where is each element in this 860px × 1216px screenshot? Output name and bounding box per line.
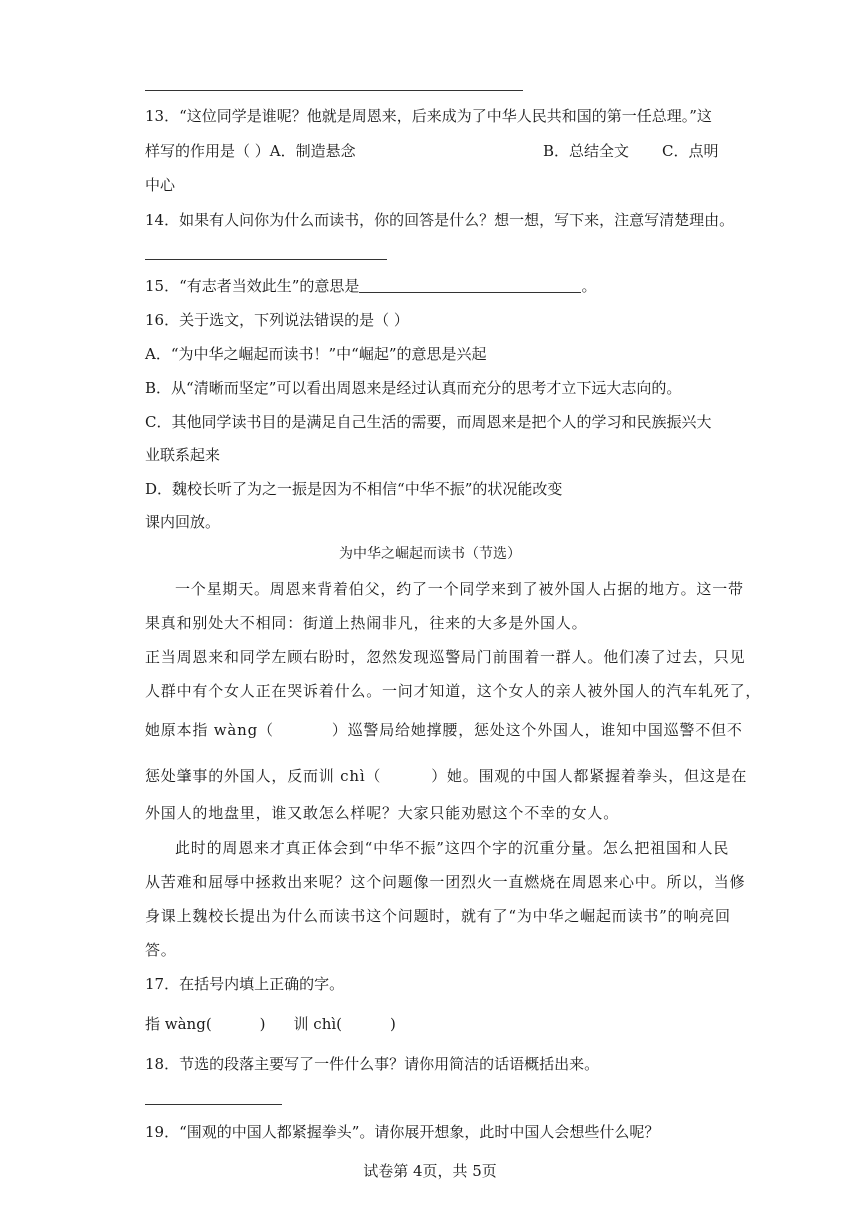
q18-answer-line[interactable] xyxy=(145,1104,282,1105)
section-intro: 课内回放。 xyxy=(145,513,221,531)
q17-item1-a: 指 wàng( xyxy=(145,1015,212,1033)
q13-option-c: C．点明 xyxy=(662,142,719,160)
q15-prefix: 15．“有志者当效此生”的意思是 xyxy=(145,277,360,295)
q16-option-b: B．从“清晰而坚定”可以看出周恩来是经过认真而充分的思考才立下远大志向的。 xyxy=(145,379,682,397)
passage-p2-line1: 正当周恩来和同学左顾右盼时，忽然发现巡警局门前围着一群人。他们凑了过去，只见 xyxy=(145,648,746,666)
q17-item2-a: 训 chì( xyxy=(293,1015,343,1033)
q16-option-d: D．魏校长听了为之一振是因为不相信“中华不振”的状况能改变 xyxy=(145,480,563,498)
passage-p2-line4-a: 惩处肇事的外国人，反而训 chì（ xyxy=(145,767,382,785)
passage-p2-line2: 人群中有个女人正在哭诉着什么。一问才知道，这个女人的亲人被外国人的汽车轧死了， xyxy=(145,682,762,700)
q19-question: 19．“围观的中国人都紧握拳头”。请你展开想象，此时中国人会想些什么呢？ xyxy=(145,1123,660,1141)
q13-line1: 13．“这位同学是谁呢？他就是周恩来，后来成为了中华人民共和国的第一任总理。”这 xyxy=(145,107,712,125)
passage-p2-line5: 外国人的地盘里，谁又敢怎么样呢？大家只能劝慰这个不幸的女人。 xyxy=(145,804,620,822)
q18-question: 18．节选的段落主要写了一件什么事？请你用简洁的话语概括出来。 xyxy=(145,1055,600,1073)
answer-line-top[interactable] xyxy=(145,90,523,91)
q17-stem: 17．在括号内填上正确的字。 xyxy=(145,975,345,993)
passage-p3-line4: 答。 xyxy=(145,941,177,959)
q15-question xyxy=(145,276,596,296)
passage-p3-line3: 身课上魏校长提出为什么而读书这个问题时，就有了“为中华之崛起而读书”的响亮回 xyxy=(145,907,731,925)
passage-p2-line3-b: ）巡警局给她撑腰，惩处这个外国人，谁知中国巡警不但不 xyxy=(331,721,743,739)
q15-answer-blank[interactable] xyxy=(359,278,581,293)
passage-p2-line4-b: ）她。围观的中国人都紧握着拳头，但这是在 xyxy=(431,767,748,785)
passage-p1-line2: 果真和别处大不相同：街道上热闹非凡，往来的大多是外国人。 xyxy=(145,614,588,632)
q13-option-b: B．总结全文 xyxy=(543,142,630,160)
q16-stem: 16．关于选文，下列说法错误的是（ ） xyxy=(145,311,409,329)
q16-option-c-line2: 业联系起来 xyxy=(145,446,221,464)
passage-p3-line1: 此时的周恩来才真正体会到“中华不振”这四个字的沉重分量。怎么把祖国和人民 xyxy=(175,839,730,857)
q17-item1-b: ) xyxy=(259,1015,266,1033)
q17-items xyxy=(145,1014,396,1034)
passage-p2-line4 xyxy=(145,766,747,786)
q16-option-c-line1: C．其他同学读书目的是满足自己生活的需要，而周恩来是把个人的学习和民族振兴大 xyxy=(145,413,712,431)
passage-p3-line2: 从苦难和屈辱中拯救出来呢？这个问题像一团烈火一直燃烧在周恩来心中。所以，当修 xyxy=(145,873,746,891)
q14-question: 14．如果有人问你为什么而读书，你的回答是什么？想一想，写下来，注意写清楚理由。 xyxy=(145,211,735,229)
page-footer: 试卷第 4页，共 5页 xyxy=(363,1162,497,1180)
q17-item2-b: ) xyxy=(390,1015,396,1033)
passage-p1-line1: 一个星期天。周恩来背着伯父，约了一个同学来到了被外国人占据的地方。这一带 xyxy=(175,580,744,598)
passage-p2-line3 xyxy=(145,720,743,740)
q13-line3: 中心 xyxy=(145,176,176,194)
q14-answer-line[interactable] xyxy=(145,259,387,260)
q13-stem-option-a: 样写的作用是（ ）A．制造悬念 xyxy=(145,142,356,160)
passage-p2-line3-a: 她原本指 wàng（ xyxy=(145,721,274,739)
q16-option-a: A．“为中华之崛起而读书！”中“崛起”的意思是兴起 xyxy=(145,345,487,363)
q15-suffix: 。 xyxy=(581,277,597,295)
passage-title: 为中华之崛起而读书（节选） xyxy=(339,546,521,562)
